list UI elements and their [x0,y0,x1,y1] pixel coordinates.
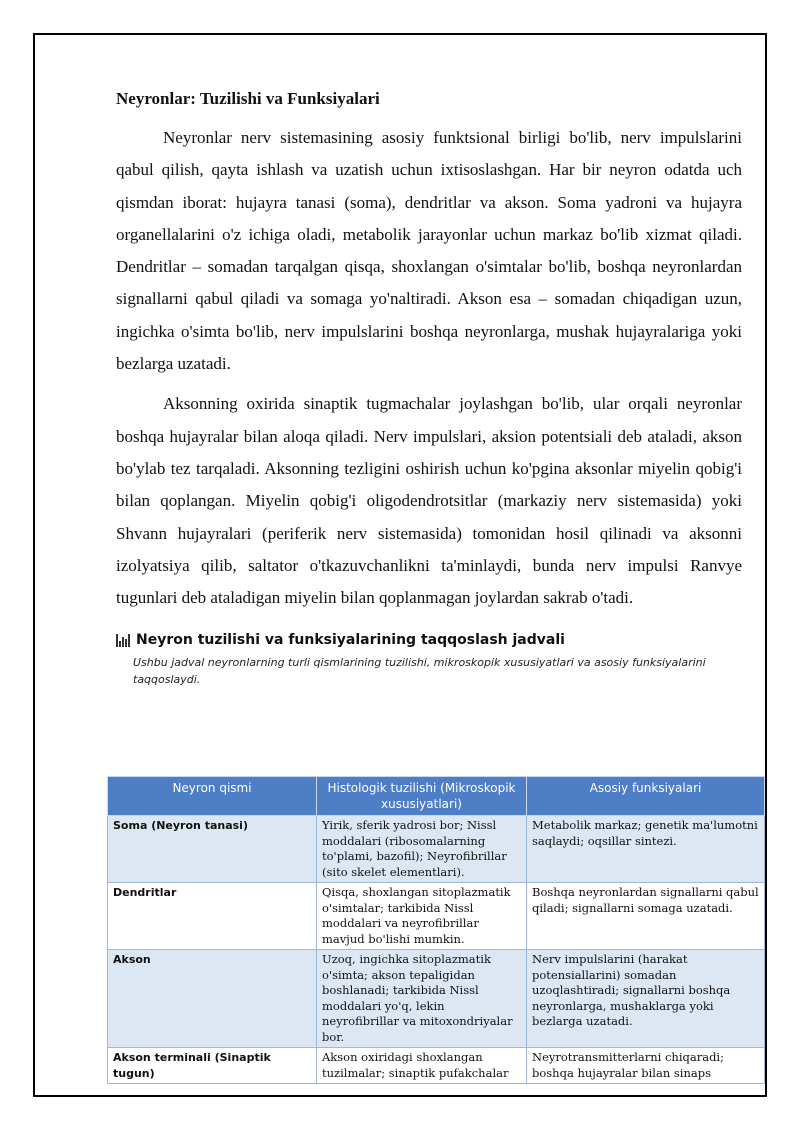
header-cell-histology: Histologik tuzilishi (Mikroskopik xususiyatlari) [317,777,527,816]
cell-part: Dendritlar [108,883,317,950]
cell-histology: Qisqa, shoxlangan sitoplazmatik o'simtalar; tarkibida Nissl moddalari va neyrofibrillar mavjud bo'lishi mumkin. [317,883,527,950]
cell-part: Soma (Neyron tanasi) [108,816,317,883]
comparison-table [107,776,765,1084]
bar-chart-icon [116,634,130,647]
table-row [108,883,765,950]
header-cell-part: Neyron qismi [108,777,317,816]
document-title: Neyronlar: Tuzilishi va Funksiyalari [116,89,380,108]
table-row [108,950,765,1048]
table-row [108,816,765,883]
header-cell-functions: Asosiy funksiyalari [527,777,765,816]
table-row [108,1048,765,1084]
cell-functions: Neyrotransmitterlarni chiqaradi; boshqa hujayralar bilan sinaps [527,1048,765,1084]
table-header-row [108,777,765,816]
document-body [116,88,742,694]
paragraph-1: Neyronlar nerv sistemasining asosiy funktsional birligi bo'lib, nerv impulslarini qabul qilish, qayta ishlash va uzatish uchun ixtisoslashgan. Har bir neyron odatda uch qismdan iborat: hujayra tanasi (soma), dendritlar va akson. Soma yadroni va hujayra organellalarini o'z ichiga oladi, metabolik jarayonlar uchun markaz bo'lib xizmat qiladi. Dendritlar – somadan tarqalgan qisqa, shoxlangan o'simtalar bo'lib, boshqa neyronlardan signallarni qabul qiladi va somaga yo'naltiradi. Akson esa – somadan chiqadigan uzun, ingichka o'simta bo'lib, nerv impulslarini boshqa neyronlarga, mushak hujayralariga yoki bezlarga uzatadi. [116,128,742,374]
cell-functions: Metabolik markaz; genetik ma'lumotni saqlaydi; oqsillar sintezi. [527,816,765,883]
cell-histology: Yirik, sferik yadrosi bor; Nissl moddalari (ribosomalarning to'plami, bazofil); Neyrofibrillar (sito skelet elementlari). [317,816,527,883]
paragraph-2: Aksonning oxirida sinaptik tugmachalar joylashgan bo'lib, ular orqali neyronlar boshqa hujayralar bilan aloqa qiladi. Nerv impulslari, aksion potentsiali deb ataladi, akson bo'ylab tez tarqaladi. Aksonning tezligini oshirish uchun ko'pgina aksonlar miyelin qobig'i bilan qoplangan. Miyelin qobig'i oligodendrotsitlar (markaziy nerv sistemasida) yoki Shvann hujayralari (periferik nerv sistemasida) tomonidan hosil qilinadi va aksonni izolyatsiya qilib, saltator o'tkazuvchanlikni ta'minlaydi, bunda nerv impulsi Ranvye tugunlari deb ataladigan miyelin bilan qoplanmagan joylardan sakrab o'tadi. [116,394,742,608]
cell-histology: Akson oxiridagi shoxlangan tuzilmalar; sinaptik pufakchalar [317,1048,527,1084]
cell-functions: Nerv impulslarini (harakat potensiallarini) somadan uzoqlashtiradi; signallarni boshqa neyronlarga, mushaklarga yoki bezlarga uzatadi. [527,950,765,1048]
cell-functions: Boshqa neyronlardan signallarni qabul qiladi; signallarni somaga uzatadi. [527,883,765,950]
table-title: Neyron tuzilishi va funksiyalarining taqqoslash jadvali [136,632,565,649]
cell-part: Akson terminali (Sinaptik tugun) [108,1048,317,1084]
cell-part: Akson [108,950,317,1048]
table-heading [116,632,742,648]
cell-histology: Uzoq, ingichka sitoplazmatik o'simta; akson tepaligidan boshlanadi; tarkibida Nissl moddalari yo'q, lekin neyrofibrillar va mitoxondriyalar bor. [317,950,527,1048]
table-caption: Ushbu jadval neyronlarning turli qismlarining tuzilishi, mikroskopik xususiyatlari va asosiy funksiyalarini taqqoslaydi. [133,656,706,687]
